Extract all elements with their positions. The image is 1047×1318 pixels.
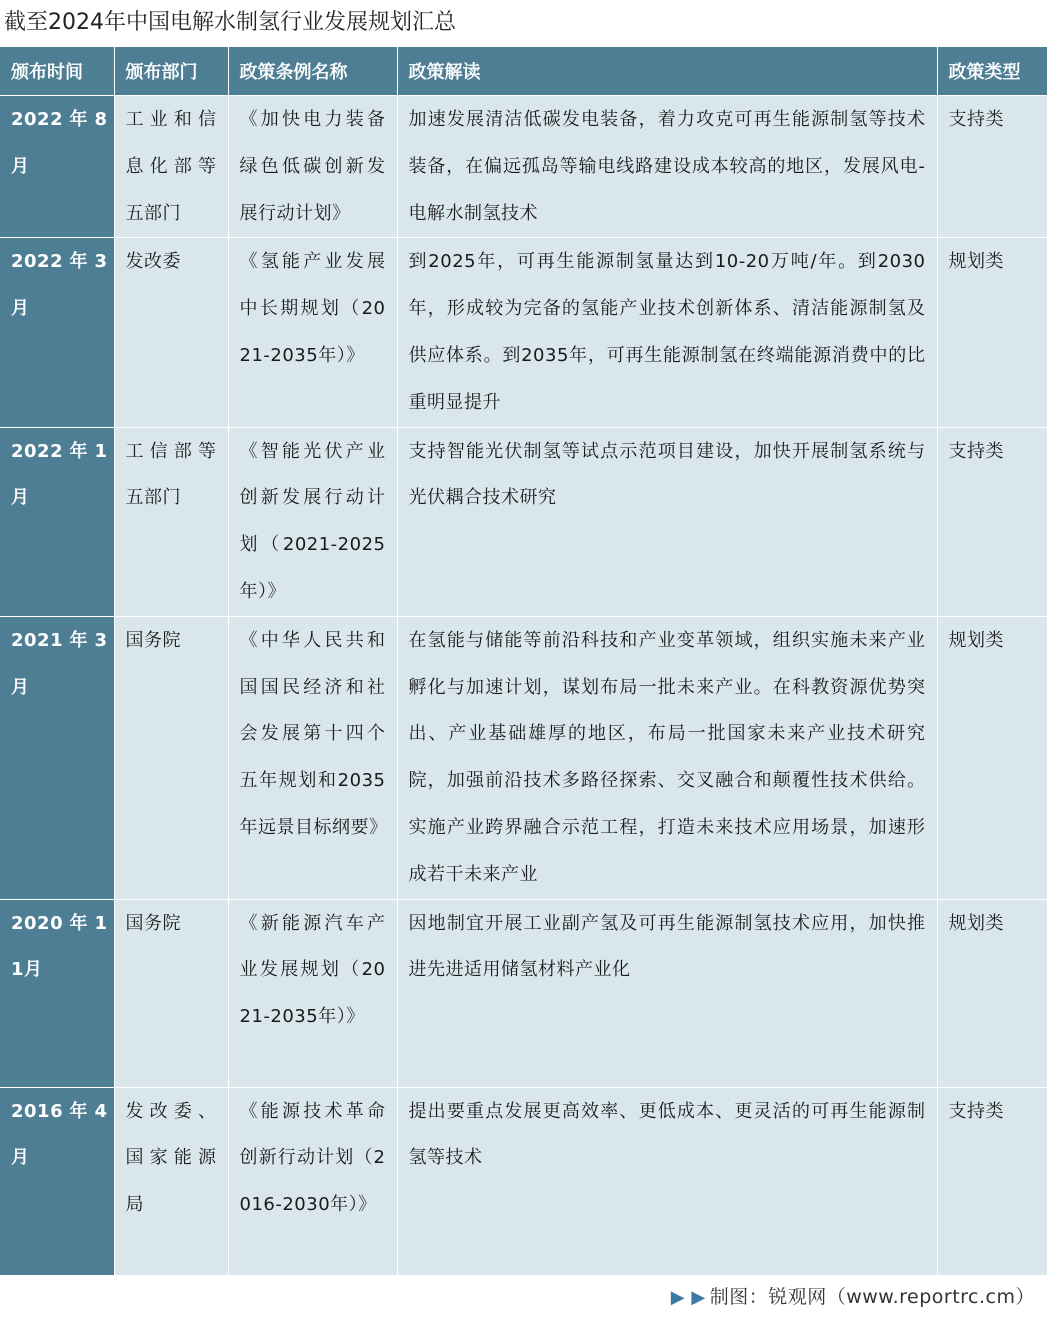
cell-time: 2016年4月 [0, 1087, 114, 1275]
table-row [0, 238, 1047, 427]
header-time: 颁布时间 [0, 47, 114, 96]
header-policy-name: 政策条例名称 [228, 47, 397, 96]
play-arrows-icon: ▶ ▶ [670, 1287, 706, 1308]
policy-table [0, 47, 1047, 1275]
cell-policy-name: 《氢能产业发展中长期规划（2021-2035年）》 [228, 238, 397, 427]
source-credit [671, 1279, 1035, 1316]
cell-policy-type: 规划类 [937, 238, 1047, 427]
cell-department: 国务院 [114, 899, 228, 1087]
cell-policy-type: 支持类 [937, 1087, 1047, 1275]
table-row [0, 616, 1047, 899]
source-text: 制图：锐观网（www.reportrc.cm） [709, 1286, 1035, 1308]
header-department: 颁布部门 [114, 47, 228, 96]
cell-interpretation: 在氢能与储能等前沿科技和产业变革领域，组织实施未来产业孵化与加速计划，谋划布局一批未来产业。在科教资源优势突出、产业基础雄厚的地区，布局一批国家未来产业技术研究院，加强前沿技术多路径探索、交叉融合和颠覆性技术供给。实施产业跨界融合示范工程，打造未来技术应用场景，加速形成若干未来产业 [397, 616, 937, 899]
table-header-row [0, 47, 1047, 96]
table-row [0, 1087, 1047, 1275]
cell-policy-name: 《智能光伏产业创新发展行动计划（2021-2025年）》 [228, 427, 397, 616]
cell-policy-name: 《加快电力装备绿色低碳创新发展行动计划》 [228, 96, 397, 238]
cell-time: 2020年11月 [0, 899, 114, 1087]
cell-policy-type: 支持类 [937, 427, 1047, 616]
cell-time: 2022年3月 [0, 238, 114, 427]
cell-interpretation: 提出要重点发展更高效率、更低成本、更灵活的可再生能源制氢等技术 [397, 1087, 937, 1275]
cell-interpretation: 加速发展清洁低碳发电装备，着力攻克可再生能源制氢等技术装备，在偏远孤岛等输电线路建设成本较高的地区，发展风电-电解水制氢技术 [397, 96, 937, 238]
table-row [0, 427, 1047, 616]
cell-policy-name: 《新能源汽车产业发展规划（2021-2035年）》 [228, 899, 397, 1087]
table-row [0, 899, 1047, 1087]
cell-policy-name: 《能源技术革命创新行动计划（2016-2030年）》 [228, 1087, 397, 1275]
cell-department: 国务院 [114, 616, 228, 899]
cell-time: 2022年1月 [0, 427, 114, 616]
cell-time: 2022年8月 [0, 96, 114, 238]
cell-policy-type: 规划类 [937, 616, 1047, 899]
cell-policy-type: 支持类 [937, 96, 1047, 238]
cell-department: 工业和信息化部等五部门 [114, 96, 228, 238]
cell-interpretation: 到2025年，可再生能源制氢量达到10-20万吨/年。到2030年，形成较为完备的氢能产业技术创新体系、清洁能源制氢及供应体系。到2035年，可再生能源制氢在终端能源消费中的比重明显提升 [397, 238, 937, 427]
cell-policy-name: 《中华人民共和国国民经济和社会发展第十四个五年规划和2035年远景目标纲要》 [228, 616, 397, 899]
cell-department: 发改委、国家能源局 [114, 1087, 228, 1275]
cell-department: 工信部等五部门 [114, 427, 228, 616]
header-interpretation: 政策解读 [397, 47, 937, 96]
cell-policy-type: 规划类 [937, 899, 1047, 1087]
table-row [0, 96, 1047, 238]
cell-department: 发改委 [114, 238, 228, 427]
cell-interpretation: 支持智能光伏制氢等试点示范项目建设，加快开展制氢系统与光伏耦合技术研究 [397, 427, 937, 616]
header-policy-type: 政策类型 [937, 47, 1047, 96]
cell-interpretation: 因地制宜开展工业副产氢及可再生能源制氢技术应用，加快推进先进适用储氢材料产业化 [397, 899, 937, 1087]
page-title: 截至2024年中国电解水制氢行业发展规划汇总 [4, 10, 456, 35]
cell-time: 2021年3月 [0, 616, 114, 899]
